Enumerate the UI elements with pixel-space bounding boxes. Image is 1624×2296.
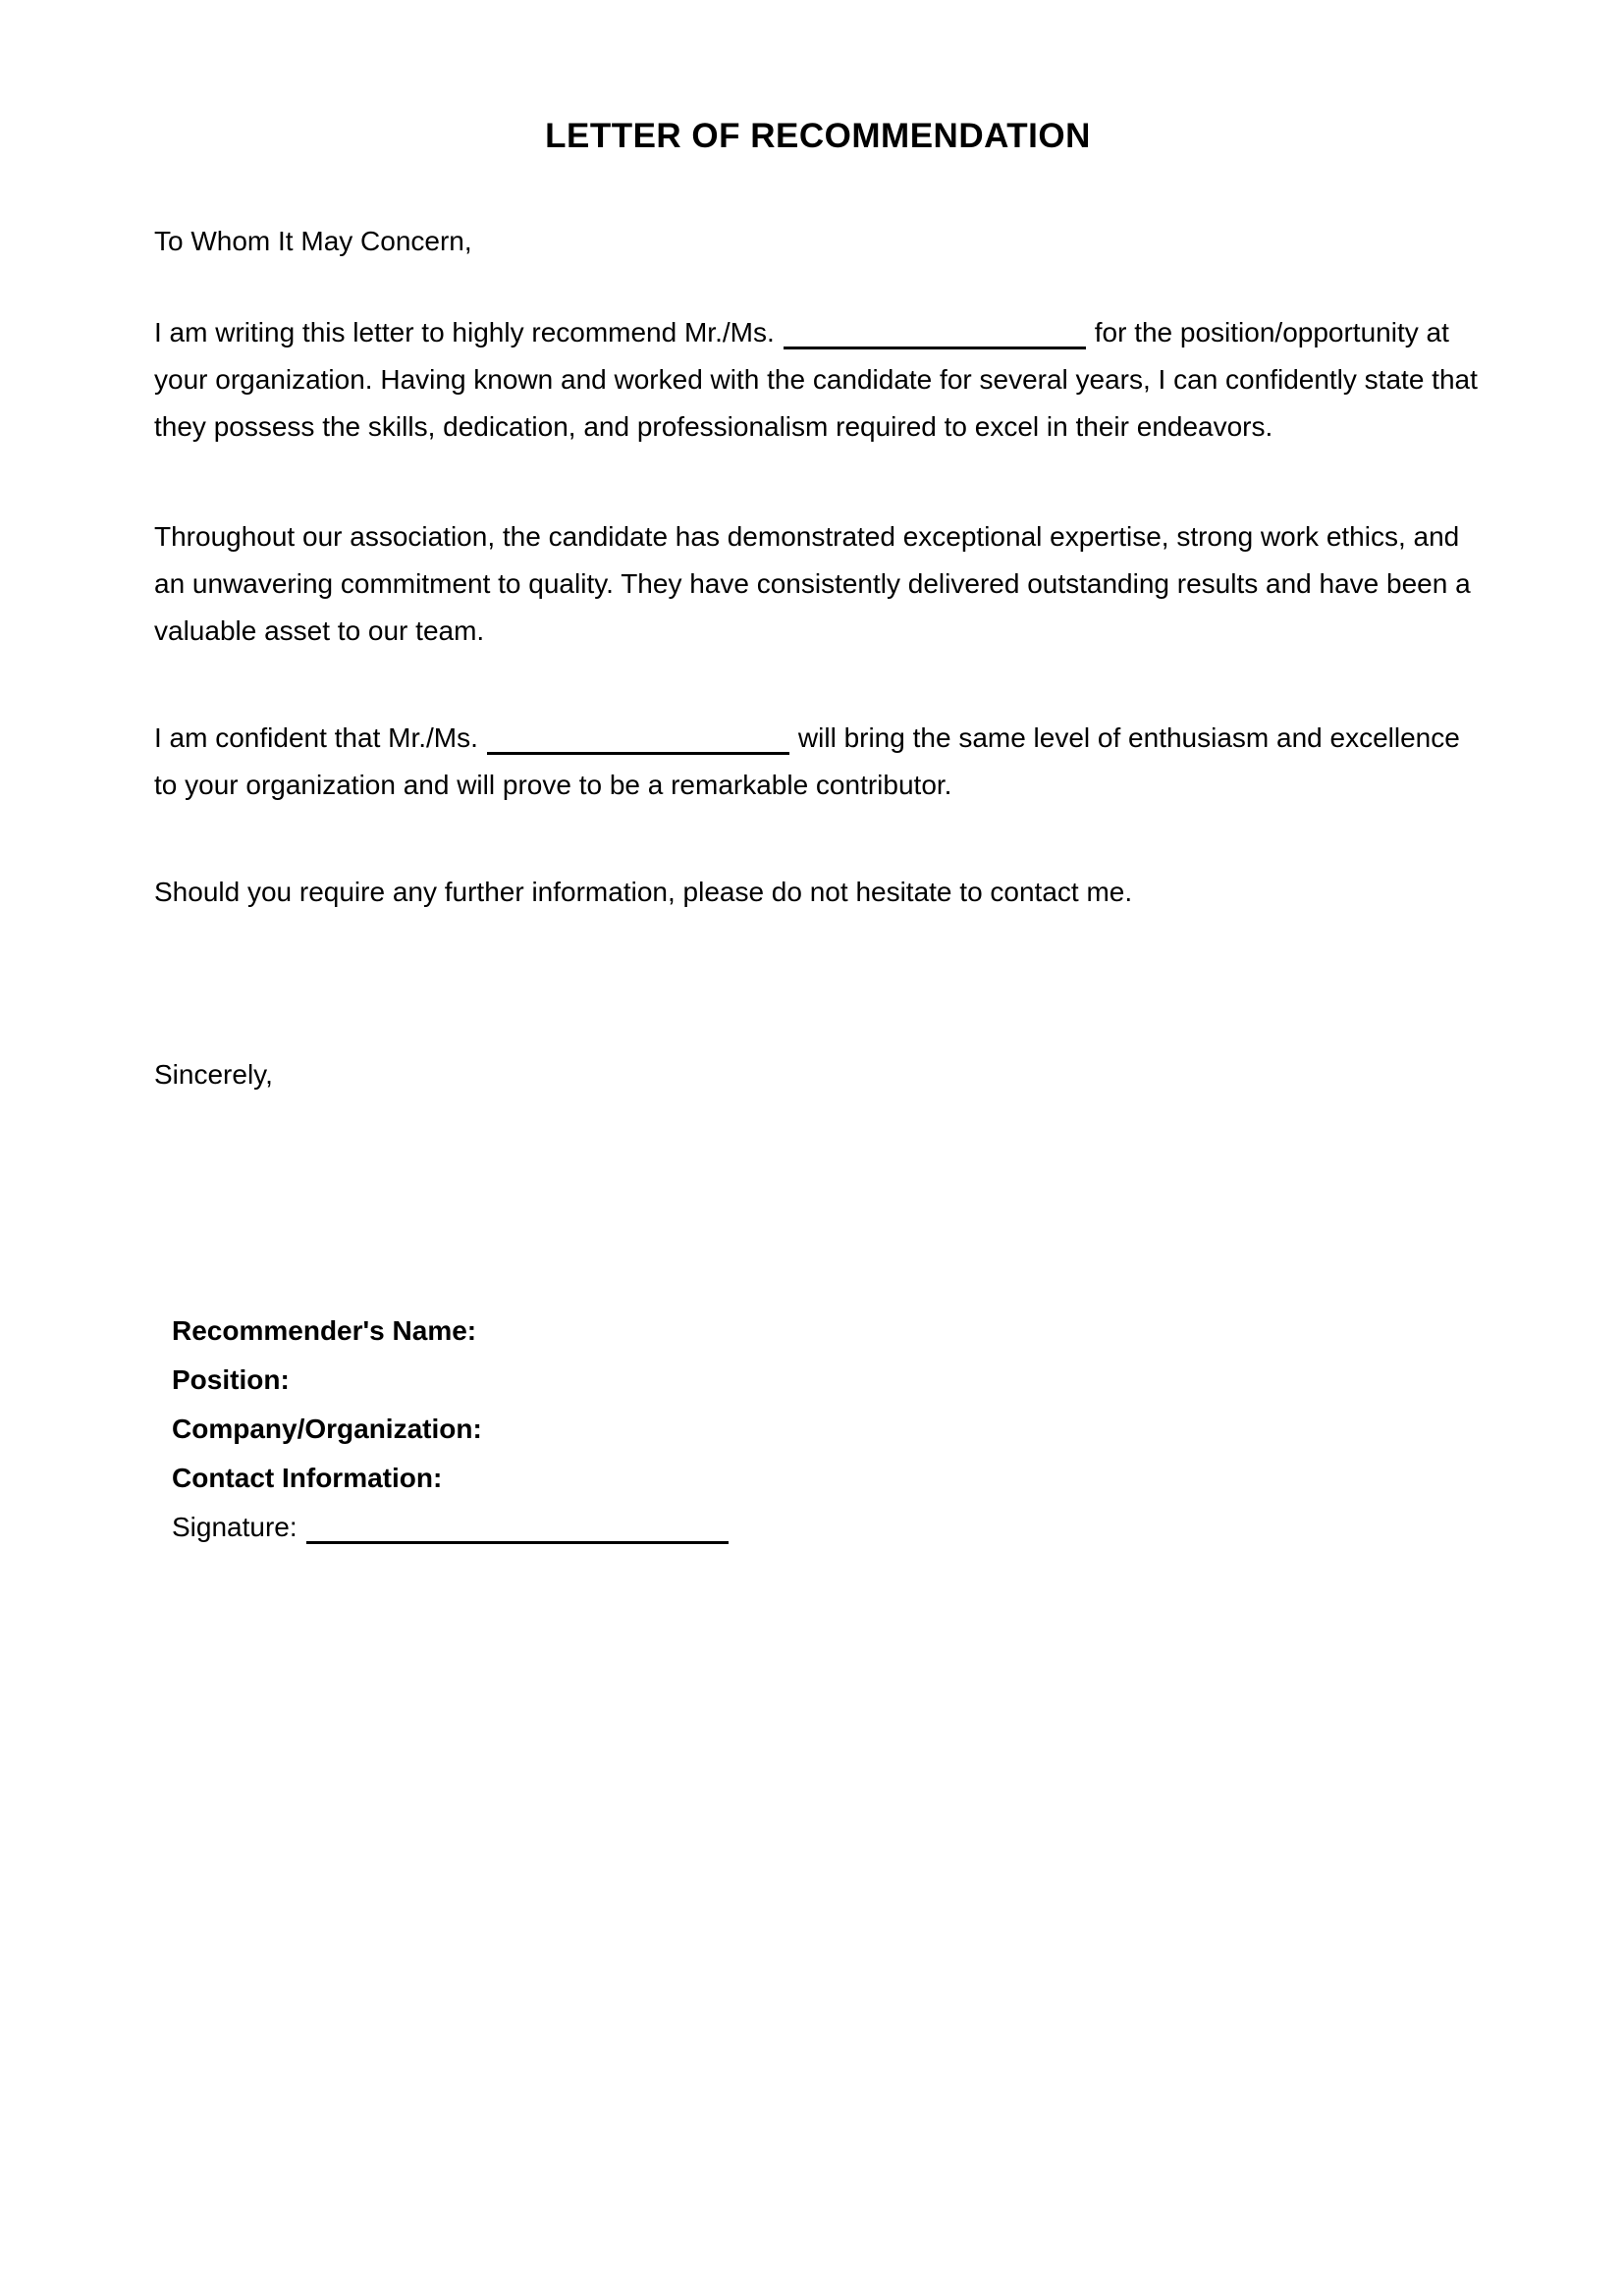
position-label: Position: xyxy=(172,1364,290,1395)
signature-label: Signature: xyxy=(172,1512,298,1542)
paragraph3-text-before-blank: I am confident that Mr./Ms. xyxy=(154,722,478,753)
paragraph1-text-before-blank: I am writing this letter to highly recommend Mr./Ms. xyxy=(154,317,775,347)
page-title: LETTER OF RECOMMENDATION xyxy=(545,117,1091,155)
recommender-name-label: Recommender's Name: xyxy=(172,1315,477,1346)
signature-block xyxy=(154,1307,1482,1552)
paragraph-confidence xyxy=(154,715,1482,809)
paragraph3-text-after-blank: will bring the same level of enthusiasm and excellence to your organization and will prove to be a remarkable contributor. xyxy=(154,722,1460,800)
paragraph-introduction xyxy=(154,309,1482,451)
company-organization-label: Company/Organization: xyxy=(172,1414,482,1444)
greeting-line: To Whom It May Concern, xyxy=(154,226,472,256)
candidate-name-blank-1 xyxy=(784,320,1086,349)
contact-information-label: Contact Information: xyxy=(172,1463,443,1493)
signature-blank xyxy=(306,1515,729,1544)
paragraph-contact: Should you require any further information, please do not hesitate to contact me. xyxy=(154,877,1133,907)
paragraph1-text-after-blank: for the position/opportunity at your organization. Having known and worked with the candidate for several years, I can confidently state that they possess the skills, dedication, and professionalism required to excel in their endeavors. xyxy=(154,317,1478,442)
candidate-name-blank-2 xyxy=(487,725,789,755)
closing-line: Sincerely, xyxy=(154,1059,273,1090)
signature-row xyxy=(172,1503,1482,1552)
paragraph-association: Throughout our association, the candidate has demonstrated exceptional expertise, strong work ethics, and an unwavering commitment to quality. They have consistently delivered outstanding results and have been a valuable asset to our team. xyxy=(154,521,1471,646)
